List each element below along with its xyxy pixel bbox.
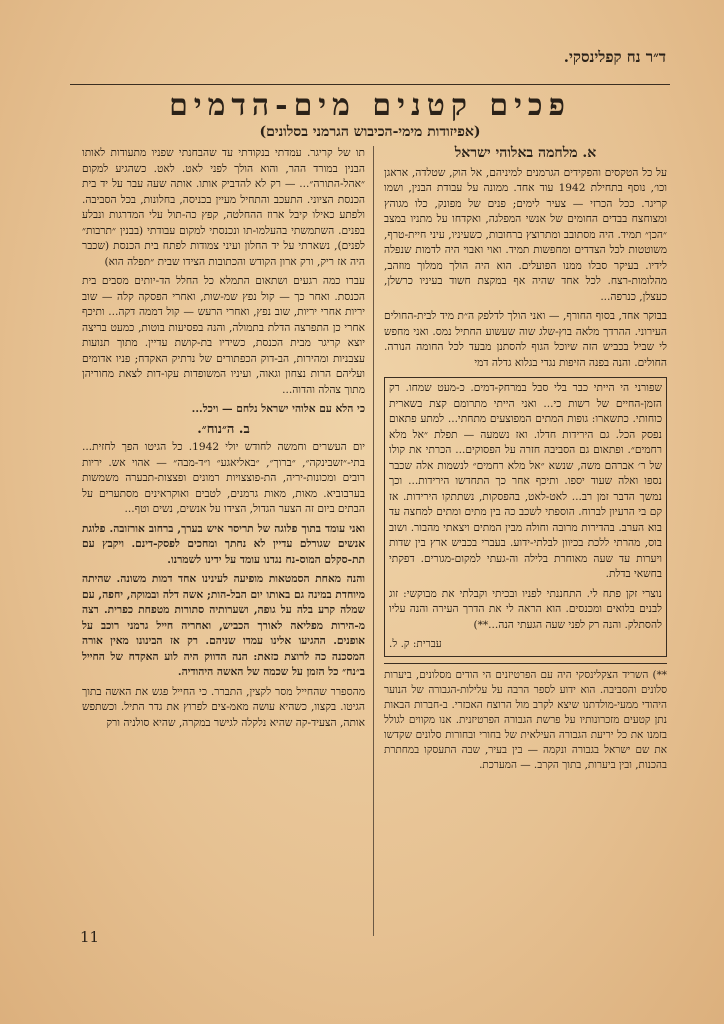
editorial-footnote: **) השריד הצקלינסקי היה עם הפרטיזנים הי הודים מסלונים, ביערות סלונים והסביבה. הוא ידוע לספר הרבה על עלילות-הגבורה של הנוער היהודי ממעי-מולדתנו שיצא לקרב מול הרוצח האכזרי. ב-חברות הבאות נתן קטעים מזכרונותיו על פרשת הגבורה הפרטיזנית. אנו מקווים לגולל בזמנו את כל יריעת הגבורה העילאית של בחורי ובחורות סלונים שקדשו את שם ישראל בגבורה ונקמה — בין בעיר, שבה התעסקו במחתרת בהכנות, ובין ביערות, בתוך הקרב. — המערכת. (384, 663, 667, 773)
pull-quote: כי הלא עם אלוהי ישראל נלחם — ויכל... (191, 403, 365, 415)
paragraph: והנה מאחת הסמטאות מופיעה לעינינו אחד דמות משונה. שהיתה מיוחדת במינה גם באותו יום הבל-הות; אשה דלה ובמוקה, יחפה, עם שמלה קרע בלה על גופה, ושערותיה סתורות מטפחת כפרית. רצה מ-הירות מפליאה לאורך הכביש, ואחריה חייל גרמני רוכב על אופנים. ההגיעו אלינו עמדו שניהם. רק אז הבינונו מאין אורה המסכנה כה לרוצת כזאת: הנה הדווק היה לוע האקדח של החייל ב״נח״ כל הזמן על שכמה של האשה היהודיה. (82, 573, 365, 678)
boxed-testimony (384, 377, 667, 657)
paragraph: יום העשרים וחמשה לחודש יולי 1942. כל הגיטו הפך לחזית... בתי-״זשבינקה״, ״ברוך״, ״באליאגע״ ו״ד-מבה״ — אהוי אש. יריות רובים ומכונות-יריה, הת-פוצצויות רמונים ופצצות-תבערה משמשות בערבוביא. מאות, מאות גרמנים, לטבים ואוקראינים מסתערים על הבתים ביום זה הצער הגדול, הצידו על אנשים, נשים וטף... (82, 441, 365, 515)
article-title: פכים קטנים מים-הדמים (169, 88, 571, 123)
left-column (82, 146, 365, 735)
translator-signature: עברית: ק. ל. (389, 638, 442, 650)
paragraph: נוצרי זקן פתח לי. התחננתי לפניו ובכיתי וקבלתי את מבוקשי: זוג לבנים בלואים ומכנסים. הוא הראה לי את הדרך העירה והנה עליו להסתלק. והנה רק לפני שעה הגעתי הנה...**) (389, 587, 662, 631)
column-divider (373, 146, 374, 936)
page-number: 11 (80, 928, 100, 946)
article-subtitle: (אפיזודות מימי-הכיבוש הגרמני בסלונים) (259, 124, 481, 140)
paragraph: עברו כמה רגעים ושתאום התמלא כל החלל הד-יותים מסבים בית הכנסת. ואחר כך — קול נפץ שמ-שות, ואחרי הפסקה קלה — שוב יריות אחרי יריות, שוב נפץ, ואחרי הרעש — קול דממה דקה... ותיכף אחרי כן התפרצה הדלת בתמולה, והנה בפסיעות בוטות, כמעט בריצה יוצא קריגר מבית הכנסת, כשידיו בת-קושת עדיין. מתוך תנועות עצבניות ומהירות, הב-דוק הכפתורים של נרתיק האקדח; פניו אדומים ועליהם הרות נצחון וגאוה, ועיניו המשופדות עקו-דות לצאת מחוריהן מתוך צהלה והדוה... (82, 275, 365, 396)
section-b-heading: ב. ה״נוח״. (197, 421, 250, 437)
right-column (384, 146, 667, 773)
section-a-heading: א. מלחמה באלוהי ישראל (454, 145, 597, 161)
paragraph: מהספרר שהחייל מסר לקצין, התברר. כי החייל פגש את האשה בתוך הגיטו. בקצוו, כשהיא עושה מאמ-צים לפרוץ את גדר התיל. וכשתפש אותה, הצעיד-קה שהיא נלקלה לגישר במקרה, שהיא סולניה ורק (82, 685, 365, 729)
paragraph: ואני עומד בתוך פלוגה של תריסר איש בערך, ברחוב אורזובה. פלוגת אנשים שגורלם עדיין לא נחתך ומחכים לפסק-דינם. ויקבץ עם תת-סקלם המוס-נח נגדנו עומד על ידינו לשמרנו. (82, 522, 365, 566)
paragraph: בבוקר אחד, בסוף החורף, — ואני הולך לדלפק ה״ת מיד לבית-החולים העירוני. ההרדך מלאה בוץ-שלג שוה שעשוע החתיל נמס. ואני מחפש לי שביל בכביש הזה שיוכל הגוף להסתנן מבעד לכל החומה הנורה. החולים. והנה בפנה הזיפות נגדי בגלוא גדלה דמי (384, 310, 667, 369)
paragraph: על כל הטקסים והפקידים הגרמנים למיניהם, אל הוק, שטלדה, אראגן וכו׳, נוסף בתחילת 1942 עוד אחד. ממונה על עבודת הבנין, ושמו קריגר. ככל הכרזי — צעיר לימים; פנים של מפונק, כלו מגוהץ ומצוחצח בבדים החומים של אנשי המפלגה, ואקדחו על מתניו במצב ״הכן״ תמיד. היה מסתובב ומתרוצץ ברחובות, כשעיניו, עיני חיית-טרף, משוטטות לכל הצדדים ומחפשות תמיד. ואוי ואבוי היה לדמות שנפלה לידיו. בעיקר סבלו ממנו הפועלים. הוא היה הולך ממלוך מוזהב, מהלומות-רצח. לכל אחד שהיה אף במקצת חשוד בעיניו כרשלן, כעצלן, כנרפה... (384, 166, 668, 303)
header-rule (70, 84, 670, 85)
paragraph: תו של קריגר. עמדתי בנקודתי עד שהבחנתי שפניו מתעודות לאותו הבנין במורד ההר, והוא הולך לפני לאט. לאט. כשהגיע למקום ״אהל-התורה״... — רק לא להדביק אותו. אותה שעה עבר על יד בית הכנסת הציוני. התעכב והתחיל מעיין בכניסה, בחלונות, בכל הסביבה. ולפתע כאילו קיבל ארוז ההחלטה, קפץ כה-תול עלי המדרגות ונבלע בפנים. השתמשתי בהעלמו-תו ונכנסתי למקום עבודתי (בבנין ״תרבות״ לפנים), נשארתי על יד החלון ועיני צמודות לפתח בית הכנסת (שכבר היה אז ריק, ורק ארון הקודש והכתובות הצידו שבית ״תפלה הוא) (82, 147, 365, 268)
author-name: ד״ר נח קפלינסקי. (563, 48, 666, 66)
paragraph: שפורני הי הייתי כבר בלי סבל במרחק-דמים. כ-מעט שמחו. רק הזמן-החיים של רשות כי... ואני הייתי מתרומם קצת בשארית כוחותי. כתשארו: גופות המתים המפוצעים מתחתי... למתע פתאום נפסק הכל. גם הירידות חדלו. ואז נשמעה — תפלת ״אל מלא רחמים״. ופתאום גם הסביבה חזרה על הפסוקים... הכרתי את קולו של ר׳ אברהם משה, שנשא ״אל מלא רחמים״ לנשמות אלה שכבר נספו ואלה שעוד יספו. ותיכף אחר כך התחדשו הירידות... וכך נמשך הדבר זמן רב... לאט-לאט, בהפסקות, נשתתקו הירידות. אז קם בי הרעיון לברוח. הוספתי לשכב כה בין מתים ומתים למחצה עד בוא הערב. בהדירות מרובה וחולה מבין המתים ויצאתי מהבור. ושוב בוס, מהרתי ללכת בכיוון לבלתי-ידוע. בעברי בכביש ארץ בין שדות ויערות עד שעה מאוחרת בלילה וה-געתי למקום-מגורים. דפקתי בחשאי בדלת. (389, 382, 662, 580)
